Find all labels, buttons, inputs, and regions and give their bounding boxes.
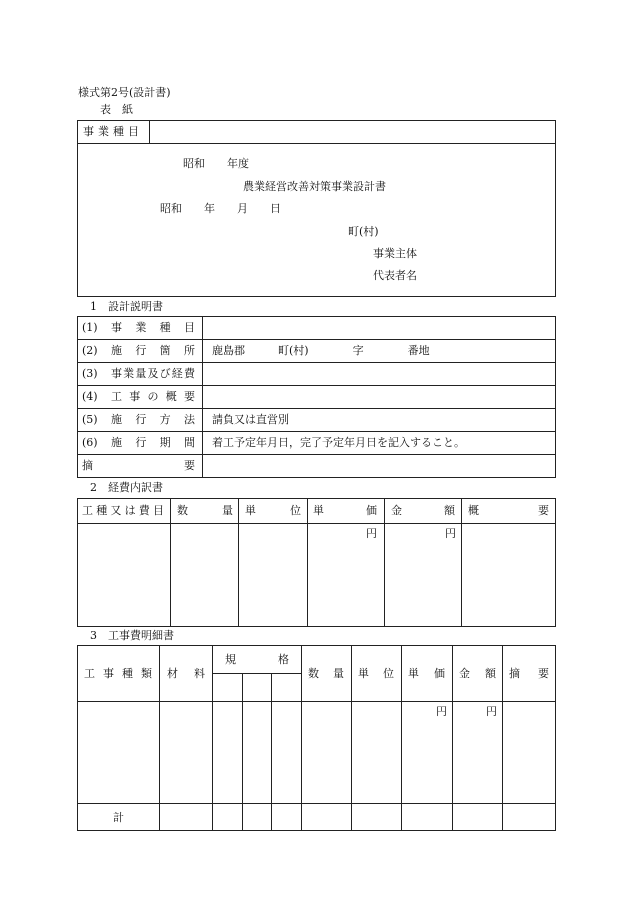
row4-num: (4) [82,390,98,403]
section3-header-line [77,701,556,702]
row1-label: 事 業 種 目 [111,321,195,334]
s3-header-amount: 金 額 [459,667,496,680]
row2-num: (2) [82,344,98,357]
s3-unit-price-yen: 円 [436,705,447,718]
section1-row-line [77,431,556,432]
s3-header-spec: 規 格 [225,653,289,666]
s2-header-amount: 金 額 [391,504,455,517]
section3-col-line [452,645,453,831]
section2-table [77,498,556,627]
row4-label: 工 事 の 概 要 [111,390,195,403]
row3-label: 事 業 量 及 び 経 費 [111,367,195,380]
section2-header-line [77,523,556,524]
project-type-label: 事 業 種 目 [83,125,143,138]
section2-title: 2 経費内訳書 [90,481,163,494]
row5-label: 施 行 方 法 [111,413,195,426]
cover-label-divider [149,120,150,143]
s3-header-unit-price: 単 価 [408,667,445,680]
section3-col-line [301,645,302,831]
s3-total-label: 計 [113,811,124,824]
s3-header-summary: 摘 要 [509,667,549,680]
s2-header-summary: 概 要 [468,504,549,517]
era-year: 昭和 年度 [183,157,249,170]
representative: 代表者名 [373,269,417,282]
s3-header-material: 材 料 [167,667,205,680]
section1-row-line [77,362,556,363]
section3-col-line [159,645,160,831]
row5-num: (5) [82,413,98,426]
section3-col-line [271,673,272,831]
section3-title: 3 工事費明細書 [90,629,174,642]
s2-amount-yen: 円 [445,527,456,540]
town: 町(村) [348,225,379,238]
s2-header-unit-price: 単 価 [313,504,377,517]
row5-value: 請負又は直営別 [212,413,289,426]
section3-col-line [212,645,213,831]
section1-title: 1 設計説明書 [90,300,163,313]
row6-value: 着工予定年月日，完了予定年月日を記入すること。 [212,436,465,449]
section3-col-line [351,645,352,831]
s3-header-work-type: 工 事 種 類 [84,667,152,680]
row6-label: 施 行 期 間 [111,436,195,449]
section1-row-line [77,408,556,409]
cover-label: 表 紙 [100,103,133,116]
section3-spec-subline [212,673,301,674]
row2-value: 鹿島郡 町(村) 字 番地 [212,344,430,357]
section3-col-line [242,673,243,831]
s2-unit-price-yen: 円 [366,527,377,540]
date-line: 昭和 年 月 日 [160,202,281,215]
s2-header-qty: 数 量 [177,504,233,517]
s3-header-unit: 単 位 [358,667,394,680]
section2-col-line [461,498,462,627]
row6-num: (6) [82,436,98,449]
section2-col-line [238,498,239,627]
row1-num: (1) [82,321,98,334]
section2-col-line [384,498,385,627]
entity: 事業主体 [373,247,417,260]
section3-total-line [77,803,556,804]
section1-row-line [77,385,556,386]
section3-col-line [502,645,503,831]
section2-col-line [307,498,308,627]
s2-header-work: 工 種 又 は 費 目 [82,504,164,517]
section1-row-line [77,454,556,455]
s2-header-unit: 単 位 [245,504,301,517]
summary-label: 摘 要 [82,459,195,472]
cover-box [77,120,556,297]
section2-col-line [170,498,171,627]
row2-label: 施 行 箇 所 [111,344,195,357]
cover-divider [77,143,556,144]
s3-header-quantity: 数 量 [308,667,344,680]
row3-num: (3) [82,367,98,380]
doc-title: 農業経営改善対策事業設計書 [243,180,386,193]
section1-row-line [77,339,556,340]
form-number: 様式第2号(設計書) [78,86,171,99]
section3-col-line [401,645,402,831]
s3-amount-yen: 円 [486,705,497,718]
